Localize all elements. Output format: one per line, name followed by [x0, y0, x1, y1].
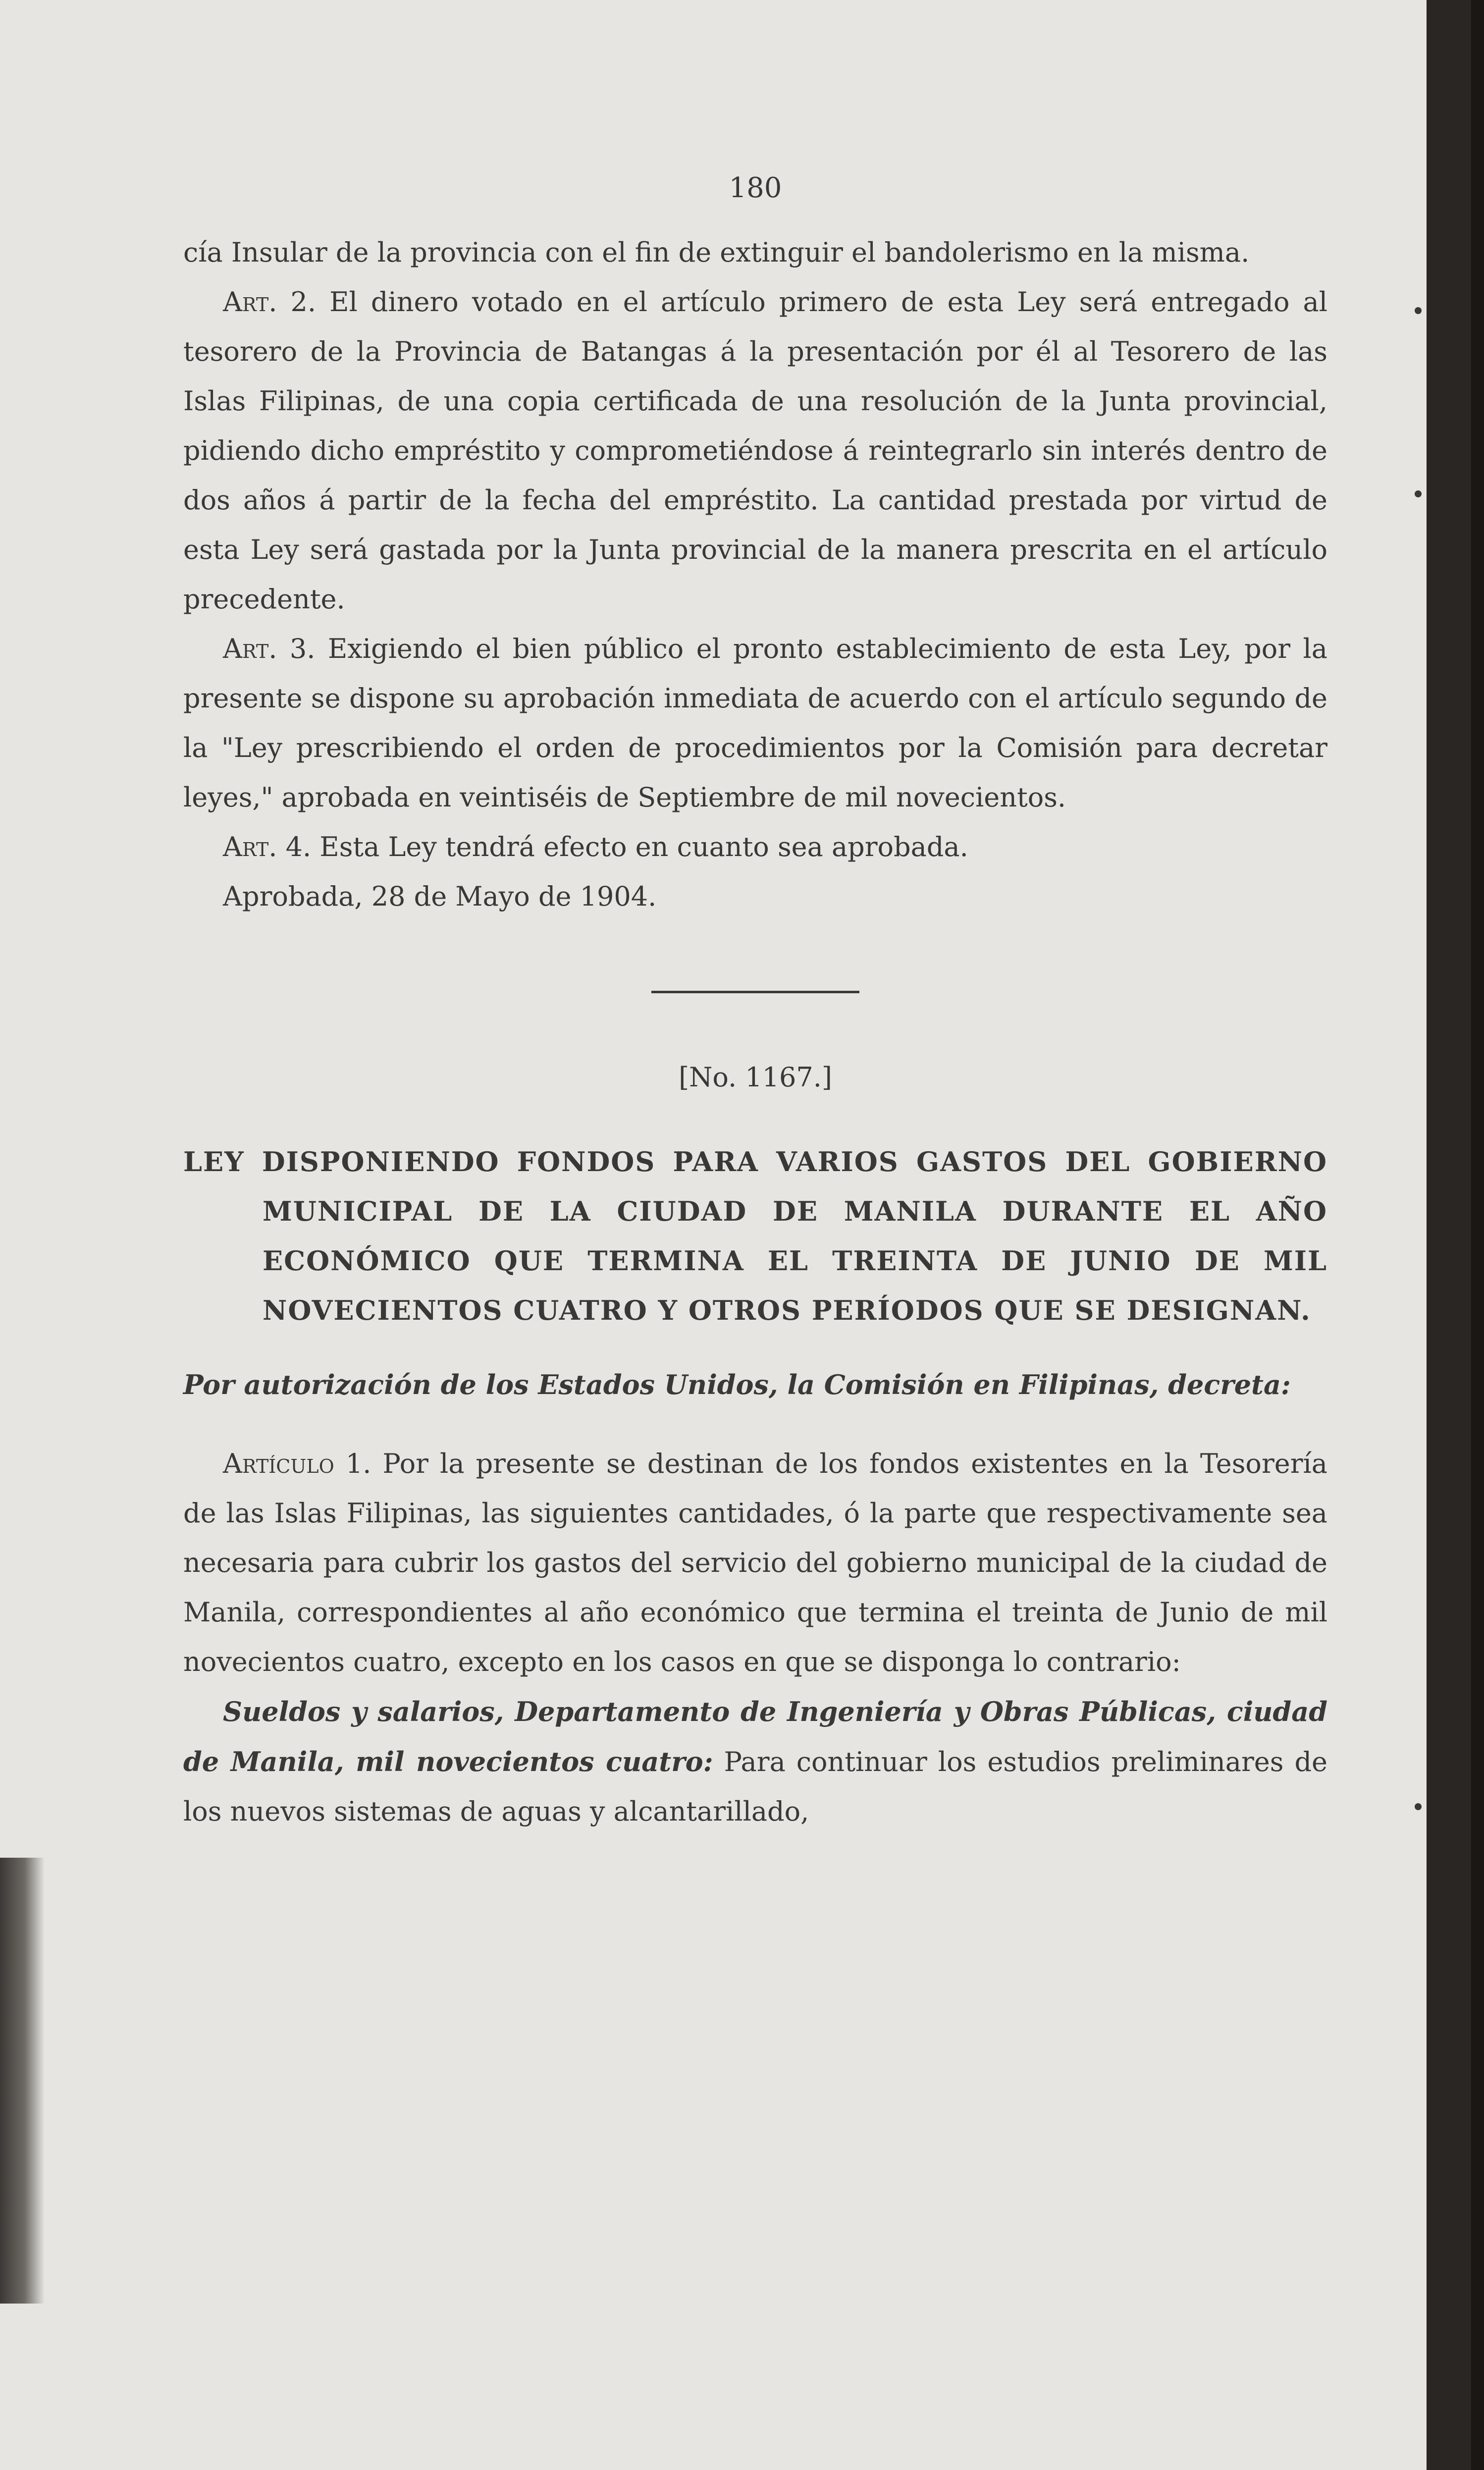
margin-mark	[1415, 1803, 1422, 1810]
book-spine	[1471, 0, 1484, 2470]
article-4-text: Esta Ley tendrá efecto en cuanto sea aprobada.	[311, 831, 968, 862]
margin-mark	[1415, 490, 1422, 497]
paragraph-continuation: cía Insular de la provincia con el fin de extinguir el bandolerismo en la misma.	[183, 237, 1250, 268]
binding-shadow	[0, 1858, 45, 2304]
article-3	[183, 624, 1327, 822]
sueldos-heading: Sueldos y salarios, Departamento de Ingeniería y Obras Públicas, ciudad de Manila, mil novecientos cuatro:	[183, 1696, 1327, 1777]
article-1-label: Artículo 1.	[223, 1448, 371, 1479]
article-3-text: Exigiendo el bien público el pronto establecimiento de esta Ley, por la presente se dispone su aprobación inmediata de acuerdo con el artículo segundo de la "Ley prescribiendo el orden de procedimientos por la Comisión para decretar leyes," aprobada en veintiséis de Septiembre de mil novecientos.	[183, 633, 1328, 813]
sueldos-paragraph	[183, 1687, 1327, 1836]
approval-date: Aprobada, 28 de Mayo de 1904.	[223, 881, 657, 912]
article-2-label: Art. 2.	[223, 286, 317, 318]
article-3-label: Art. 3.	[223, 633, 316, 664]
sueldos-text: Para continuar los estudios preliminares de los nuevos sistemas de aguas y alcantarillado,	[183, 1746, 1327, 1827]
law-title: LEY DISPONIENDO FONDOS PARA VARIOS GASTOS DEL GOBIERNO MUNICIPAL DE LA CIUDAD DE MANILA DURANTE EL AÑO ECONÓMICO QUE TERMINA EL TREINTA DE JUNIO DE MIL NOVECIENTOS CUATRO Y OTROS PERÍODOS QUE SE DESIGNAN.	[183, 1146, 1327, 1326]
article-4	[183, 822, 1327, 872]
article-4-label: Art. 4.	[223, 831, 312, 862]
section-divider	[651, 991, 859, 993]
article-2	[183, 277, 1327, 624]
enacting-clause: Por autorización de los Estados Unidos, la Comisión en Filipinas, decreta:	[183, 1369, 1291, 1400]
margin-mark	[1415, 307, 1422, 314]
article-1	[183, 1439, 1327, 1687]
law-number: [No. 1167.]	[679, 1062, 832, 1093]
article-2-text: El dinero votado en el artículo primero de esta Ley será entregado al tesorero de la Provincia de Batangas á la presentación por él al Tesorero de las Islas Filipinas, de una copia certificada de una resolución de la Junta provincial, pidiendo dicho empréstito y comprometiéndose á reintegrarlo sin interés dentro de dos años á partir de la fecha del empréstito. La cantidad prestada por virtud de esta Ley será gastada por la Junta provincial de la manera prescrita en el artículo precedente.	[183, 286, 1328, 615]
text-column	[183, 163, 1327, 1836]
article-1-text: Por la presente se destinan de los fondos existentes en la Tesorería de las Islas Filipinas, las siguientes cantidades, ó la parte que respectivamente sea necesaria para cubrir los gastos del servicio del gobierno municipal de la ciudad de Manila, correspondientes al año económico que termina el treinta de Junio de mil novecientos cuatro, excepto en los casos en que se disponga lo contrario:	[183, 1448, 1327, 1677]
page-number: 180	[729, 172, 782, 204]
